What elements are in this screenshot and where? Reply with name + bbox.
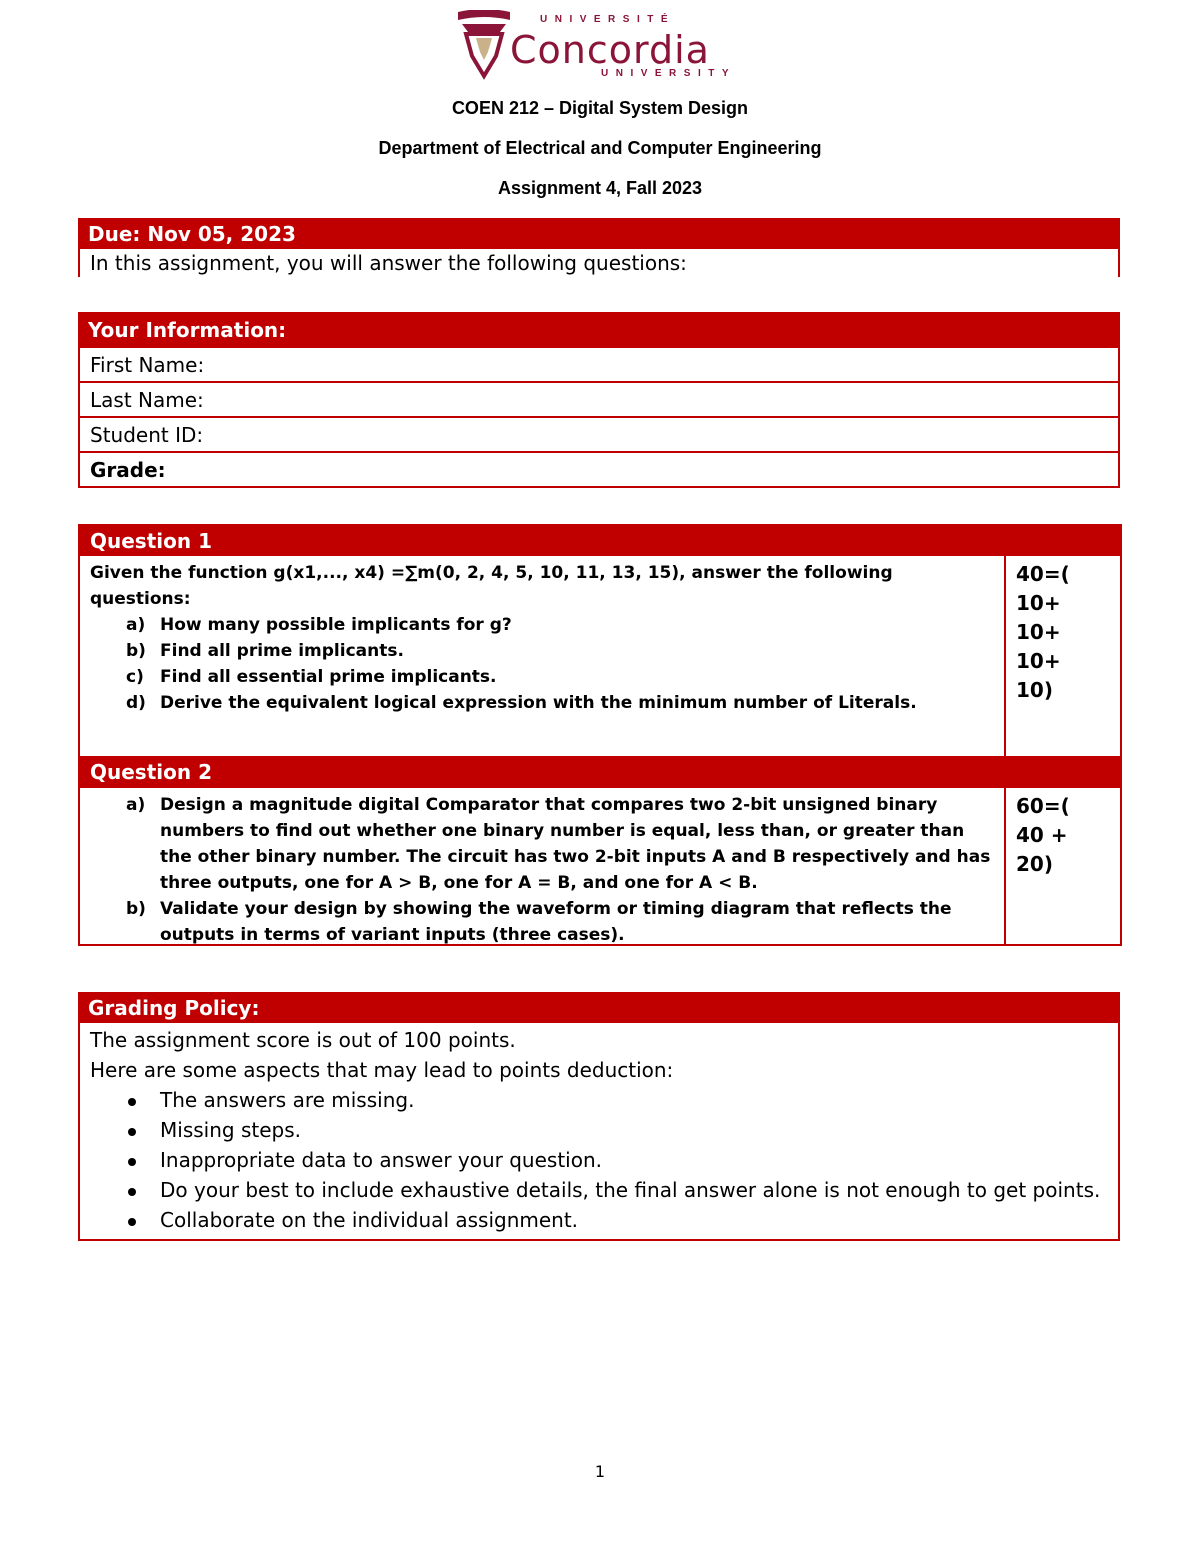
q2-row — [80, 788, 1120, 944]
grading-bullet: The answers are missing. — [90, 1085, 1108, 1115]
questions-table — [78, 524, 1122, 946]
grading-title: Grading Policy: — [78, 992, 1120, 1023]
q2-item-b: b) Validate your design by showing the waveform or timing diagram that reflects the outputs in terms of variant inputs (three cases). — [126, 899, 952, 945]
q1-body — [80, 556, 1006, 756]
questions-section — [78, 524, 1122, 946]
grading-bullet: Missing steps. — [90, 1115, 1108, 1145]
q1-row — [80, 556, 1120, 756]
bullet-icon — [128, 1098, 136, 1106]
grading-line-2: Here are some aspects that may lead to points deduction: — [90, 1058, 674, 1082]
grading-bullet: Inappropriate data to answer your question. — [90, 1145, 1108, 1175]
q1-item-d: d) Derive the equivalent logical expression with the minimum number of Literals. — [126, 693, 917, 713]
assignment-title: Assignment 4, Fall 2023 — [497, 178, 703, 198]
grading-section — [78, 992, 1120, 1241]
grading-body — [78, 1023, 1120, 1241]
course-title: COEN 212 – Digital System Design — [451, 98, 749, 118]
q1-item-c: c) Find all essential prime implicants. — [126, 667, 497, 687]
info-section — [78, 312, 1120, 488]
q1-item-b: b) Find all prime implicants. — [126, 641, 404, 661]
bullet-icon — [128, 1188, 136, 1196]
logo-bottom-text: UNIVERSITY — [601, 68, 737, 79]
last-name-field[interactable] — [78, 383, 1120, 418]
q1-item-a: a) How many possible implicants for g? — [126, 615, 512, 635]
bullet-icon — [128, 1128, 136, 1136]
student-id-label: Student ID: — [90, 422, 204, 447]
due-label: Due: Nov 05, 2023 — [78, 218, 1120, 249]
due-intro: In this assignment, you will answer the following questions: — [78, 249, 1120, 277]
q2-body — [80, 788, 1006, 944]
page-number: 1 — [594, 1462, 606, 1481]
first-name-label: First Name: — [90, 352, 205, 377]
q1-points: 40=( 10+ 10+ 10+ 10) — [1016, 562, 1070, 702]
logo-brand-text: Concordia — [510, 28, 710, 72]
q1-prompt: Given the function g(x1,..., x4) =∑m(0, 2, 4, 5, 10, 11, 13, 15), answer the following questions: — [90, 563, 893, 609]
bullet-icon — [128, 1158, 136, 1166]
department-title: Department of Electrical and Computer Engineering — [378, 138, 822, 158]
q2-title: Question 2 — [80, 756, 1120, 788]
grade-label: Grade: — [90, 457, 166, 482]
logo-top-text: UNIVERSITÉ — [540, 14, 676, 25]
info-title: Your Information: — [78, 312, 1120, 348]
q2-points: 60=( 40 + 20) — [1016, 794, 1070, 876]
last-name-label: Last Name: — [90, 387, 204, 412]
concordia-logo — [456, 10, 736, 80]
due-section — [78, 218, 1120, 277]
student-id-field[interactable] — [78, 418, 1120, 453]
grading-bullet: Do your best to include exhaustive details, the final answer alone is not enough to get points. — [90, 1175, 1108, 1205]
first-name-field[interactable] — [78, 348, 1120, 383]
concordia-crest-icon — [456, 10, 512, 80]
grade-field[interactable] — [78, 453, 1120, 488]
bullet-icon — [128, 1218, 136, 1226]
q1-title: Question 1 — [80, 526, 1120, 556]
grading-line-1: The assignment score is out of 100 points. — [90, 1028, 516, 1052]
grading-bullet: Collaborate on the individual assignment. — [90, 1205, 1108, 1235]
q2-item-a: a) Design a magnitude digital Comparator that compares two 2-bit unsigned binary numbers to find out whether one binary number is equal, less than, or greater than the other binary number. The circuit has two 2-bit inputs A and B respectively and has three outputs, one for A > B, one for A = B, and one for A < B. — [126, 795, 991, 893]
